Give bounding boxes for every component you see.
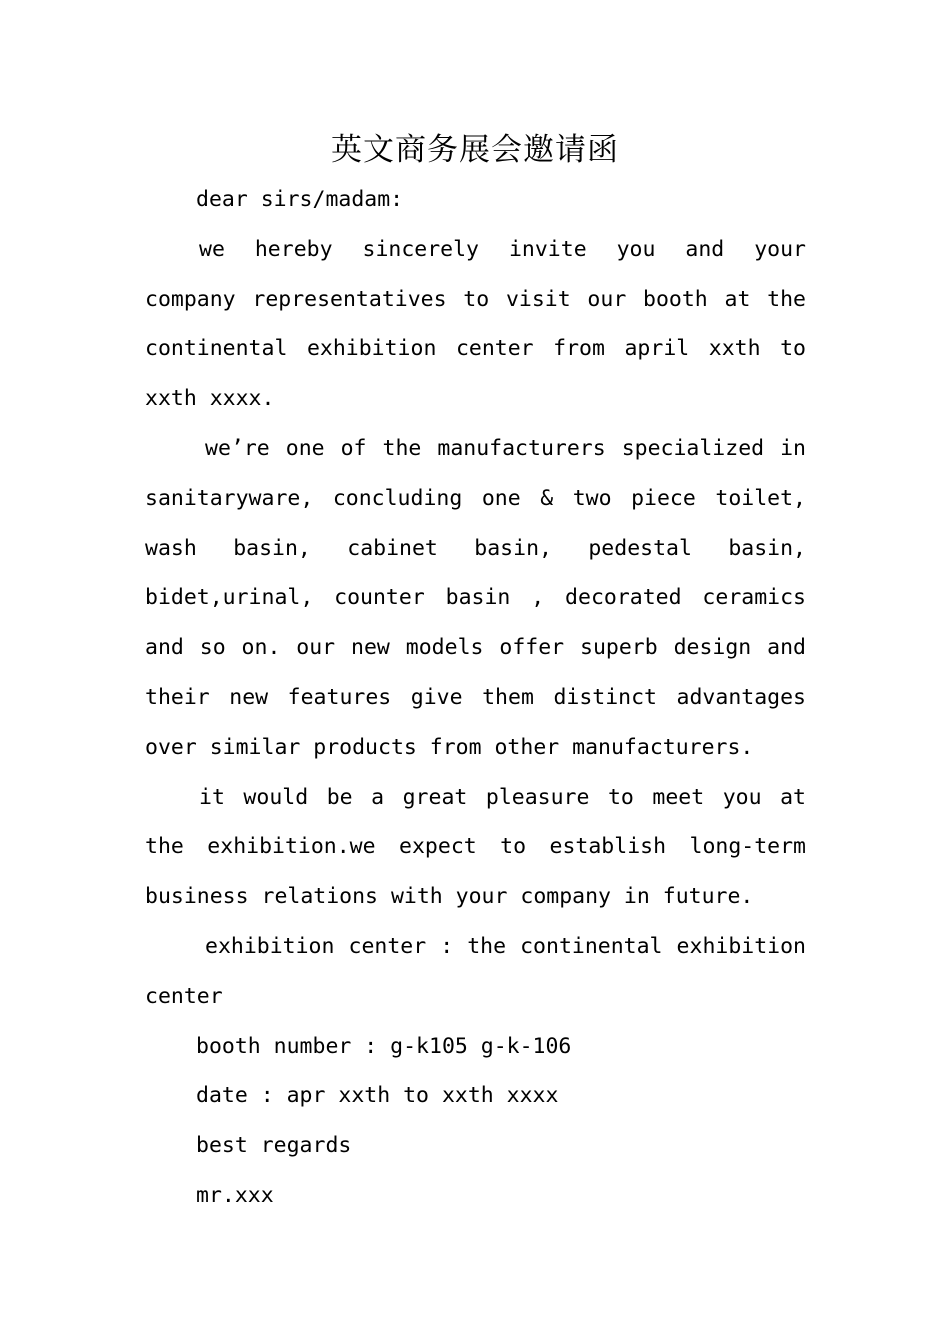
letter-body (145, 175, 806, 1221)
paragraph-company-intro: we’re one of the manufacturers specialized in sanitaryware, concluding one & two piece toilet, wash basin, cabinet basin, pedestal basin, bidet,urinal, counter basin , decorated ceramics and so on. our new models offer superb design and their new features give them distinct advantages over similar products from other manufacturers. (145, 435, 806, 760)
date-line: date : apr xxth to xxth xxxx (196, 1083, 559, 1109)
signature-line: mr.xxx (196, 1182, 274, 1208)
booth-number-line: booth number : g-k105 g-k-106 (196, 1033, 572, 1059)
exhibition-center-line: exhibition center : the continental exhibition center (145, 933, 806, 1009)
paragraph-invitation: we hereby sincerely invite you and your company representatives to visit our booth at the continental exhibition center from april xxth to xxth xxxx. (145, 236, 806, 412)
document-title: 英文商务展会邀请函 (331, 132, 619, 168)
paragraph-meeting: it would be a great pleasure to meet you at the exhibition.we expect to establish long-term business relations with your company in future. (145, 784, 806, 910)
closing-line: best regards (196, 1133, 352, 1159)
salutation: dear sirs/madam: (196, 187, 404, 212)
